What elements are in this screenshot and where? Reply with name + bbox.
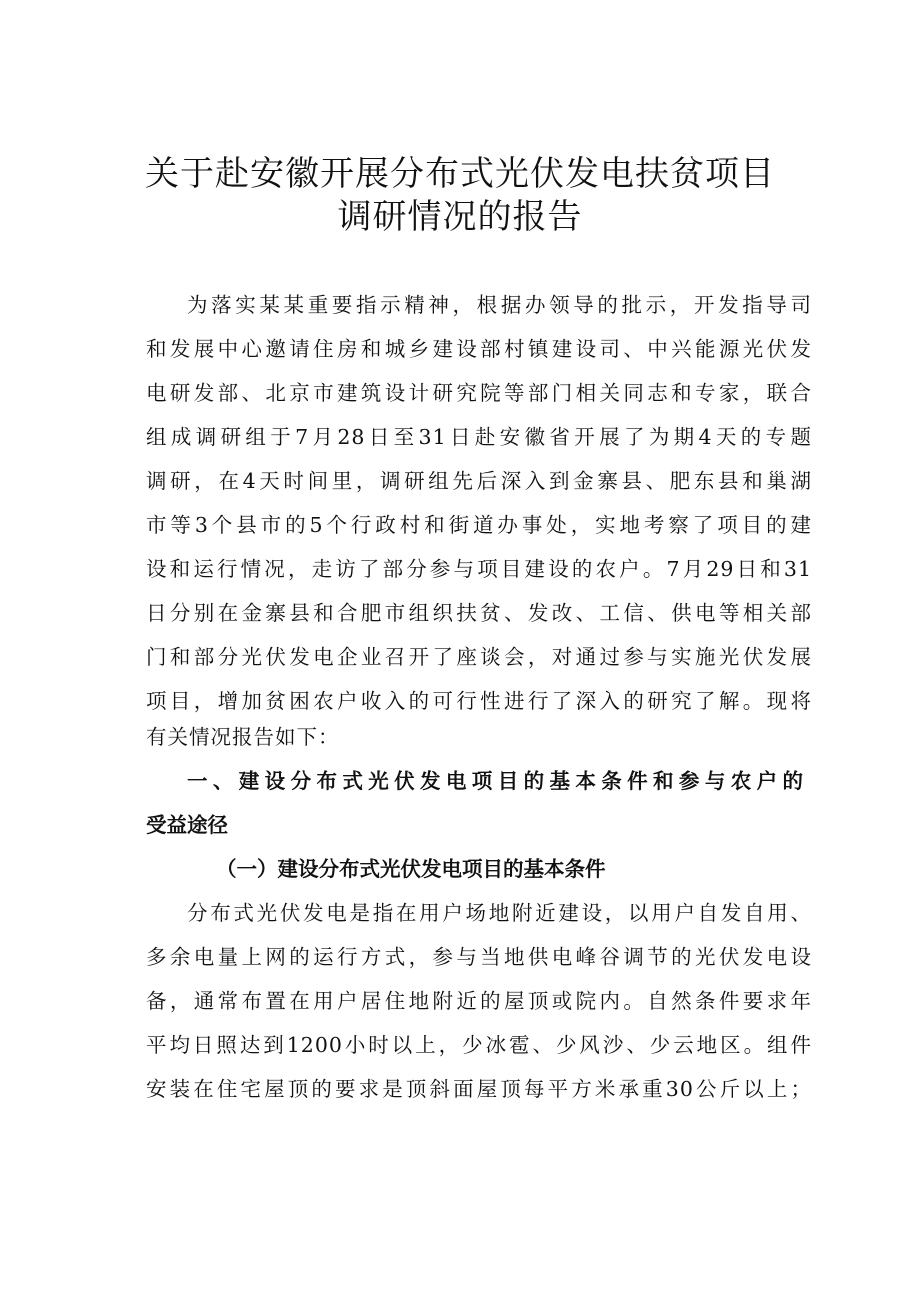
intro-line: 设和运行情况，走访了部分参与项目建设的农户。7月29日和31 xyxy=(146,557,812,581)
intro-line: 为落实某某重要指示精神，根据办领导的批示，开发指导司 xyxy=(187,293,812,317)
intro-line: 项目，增加贫困农户收入的可行性进行了深入的研究了解。现将 xyxy=(146,689,812,713)
section-line: 分布式光伏发电是指在用户场地附近建设，以用户自发自用、 xyxy=(187,901,812,925)
intro-line: 市等3个县市的5个行政村和街道办事处，实地考察了项目的建 xyxy=(146,513,812,537)
document-title-line-2: 调研情况的报告 xyxy=(337,197,583,237)
intro-line: 日分别在金寨县和合肥市组织扶贫、发改、工信、供电等相关部 xyxy=(146,601,812,625)
section-line: 多余电量上网的运行方式，参与当地供电峰谷调节的光伏发电设 xyxy=(146,945,812,969)
section-heading-1-line-1: 一、建设分布式光伏发电项目的基本条件和参与农户的 xyxy=(187,769,803,793)
document-title-line-1: 关于赴安徽开展分布式光伏发电扶贫项目 xyxy=(145,154,775,194)
section-line: 平均日照达到1200小时以上，少冰雹、少风沙、少云地区。组件 xyxy=(146,1033,812,1057)
intro-line: 有关情况报告如下： xyxy=(146,725,340,749)
intro-line: 调研，在4天时间里，调研组先后深入到金寨县、肥东县和巢湖 xyxy=(146,469,812,493)
intro-line: 电研发部、北京市建筑设计研究院等部门相关同志和专家，联合 xyxy=(146,381,812,405)
section-line: 备，通常布置在用户居住地附近的屋顶或院内。自然条件要求年 xyxy=(146,989,812,1013)
section-line: 安装在住宅屋顶的要求是顶斜面屋顶每平方米承重30公斤以上； xyxy=(146,1077,812,1101)
intro-line: 组成调研组于7月28日至31日赴安徽省开展了为期4天的专题 xyxy=(146,425,812,449)
intro-line: 门和部分光伏发电企业召开了座谈会，对通过参与实施光伏发展 xyxy=(146,645,812,669)
intro-line: 和发展中心邀请住房和城乡建设部村镇建设司、中兴能源光伏发 xyxy=(146,337,812,361)
subsection-heading-1: （一）建设分布式光伏发电项目的基本条件 xyxy=(216,857,606,881)
section-heading-1-line-2: 受益途径 xyxy=(146,813,228,837)
